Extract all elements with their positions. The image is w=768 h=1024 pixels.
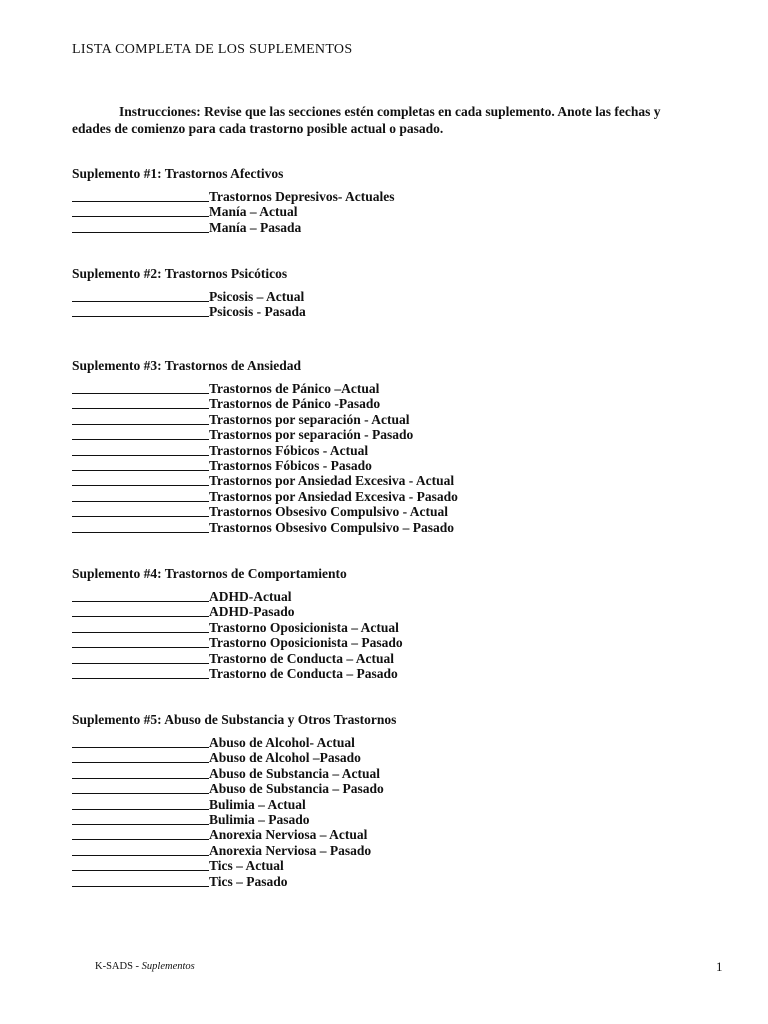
blank-line[interactable]	[72, 651, 209, 664]
checklist-item	[72, 589, 712, 604]
checklist-item	[72, 304, 712, 319]
checklist-item	[72, 750, 712, 765]
blank-line[interactable]	[72, 766, 209, 779]
checklist-item	[72, 520, 712, 535]
blank-line[interactable]	[72, 874, 209, 887]
checklist-item	[72, 666, 712, 681]
item-label: Trastornos Fóbicos - Pasado	[209, 457, 372, 473]
blank-line[interactable]	[72, 781, 209, 794]
blank-line[interactable]	[72, 797, 209, 810]
checklist-item	[72, 781, 712, 796]
blank-line[interactable]	[72, 489, 209, 502]
item-label: Trastornos por separación - Pasado	[209, 427, 414, 443]
document-title: LISTA COMPLETA DE LOS SUPLEMENTOS	[72, 42, 353, 57]
blank-line[interactable]	[72, 620, 209, 633]
item-label: Trastornos por Ansiedad Excesiva - Pasado	[209, 488, 458, 504]
checklist-item	[72, 604, 712, 619]
checklist-item	[72, 766, 712, 781]
checklist-item	[72, 812, 712, 827]
blank-line[interactable]	[72, 381, 209, 394]
checklist-item	[72, 427, 712, 442]
checklist-item	[72, 458, 712, 473]
supplement-section-4	[72, 566, 712, 681]
blank-line[interactable]	[72, 304, 209, 317]
item-label: Trastornos de Pánico –Actual	[209, 381, 380, 396]
item-label: Trastorno de Conducta – Actual	[209, 650, 395, 666]
section-heading: Suplemento #2: Trastornos Psicóticos	[72, 266, 288, 281]
blank-line[interactable]	[72, 827, 209, 840]
blank-line[interactable]	[72, 412, 209, 425]
item-label: Abuso de Substancia – Pasado	[209, 781, 384, 797]
item-label: Trastornos por separación - Actual	[209, 411, 410, 427]
checklist-item	[72, 620, 712, 635]
checklist-item	[72, 843, 712, 858]
item-label: Psicosis - Pasada	[209, 304, 306, 320]
item-label: Bulimia – Actual	[209, 796, 306, 812]
checklist-item	[72, 443, 712, 458]
checklist-item	[72, 381, 712, 396]
checklist-item	[72, 858, 712, 873]
footer-prefix: K-SADS -	[95, 961, 142, 972]
item-label: Trastornos Depresivos- Actuales	[209, 189, 395, 204]
checklist-item	[72, 651, 712, 666]
blank-line[interactable]	[72, 220, 209, 233]
blank-line[interactable]	[72, 735, 209, 748]
checklist-item	[72, 635, 712, 650]
checklist-item	[72, 489, 712, 504]
blank-line[interactable]	[72, 635, 209, 648]
supplement-section-1	[72, 166, 712, 235]
checklist-item	[72, 473, 712, 488]
item-label: Trastornos Fóbicos - Actual	[209, 442, 369, 458]
blank-line[interactable]	[72, 843, 209, 856]
section-heading: Suplemento #3: Trastornos de Ansiedad	[72, 358, 302, 373]
item-label: Manía – Pasada	[209, 219, 302, 235]
checklist-item	[72, 189, 712, 204]
blank-line[interactable]	[72, 858, 209, 871]
footer-italic: Suplementos	[141, 961, 195, 972]
blank-line[interactable]	[72, 750, 209, 763]
blank-line[interactable]	[72, 189, 209, 202]
section-heading: Suplemento #4: Trastornos de Comportamiento	[72, 566, 347, 581]
checklist-item	[72, 827, 712, 842]
page-number: 1	[716, 959, 723, 974]
checklist-item	[72, 289, 712, 304]
blank-line[interactable]	[72, 473, 209, 486]
item-label: Abuso de Alcohol –Pasado	[209, 750, 361, 766]
blank-line[interactable]	[72, 427, 209, 440]
item-label: Tics – Pasado	[209, 873, 288, 889]
checklist-item	[72, 504, 712, 519]
item-label: Trastorno Oposicionista – Actual	[209, 619, 399, 635]
blank-line[interactable]	[72, 396, 209, 409]
item-label: Trastornos Obsesivo Compulsivo - Actual	[209, 504, 449, 520]
item-label: Bulimia – Pasado	[209, 811, 310, 827]
checklist-item	[72, 874, 712, 889]
blank-line[interactable]	[72, 604, 209, 617]
item-label: Trastorno de Conducta – Pasado	[209, 665, 398, 681]
item-label: ADHD-Actual	[209, 589, 292, 604]
checklist-item	[72, 396, 712, 411]
blank-line[interactable]	[72, 520, 209, 533]
item-label: Trastornos de Pánico -Pasado	[209, 396, 381, 412]
section-heading: Suplemento #5: Abuso de Substancia y Otros Trastornos	[72, 712, 397, 727]
item-label: Abuso de Alcohol- Actual	[209, 735, 355, 750]
blank-line[interactable]	[72, 504, 209, 517]
section-heading: Suplemento #1: Trastornos Afectivos	[72, 166, 284, 181]
checklist-item	[72, 797, 712, 812]
checklist-item	[72, 735, 712, 750]
item-label: ADHD-Pasado	[209, 604, 295, 620]
blank-line[interactable]	[72, 458, 209, 471]
item-label: Manía – Actual	[209, 204, 298, 220]
blank-line[interactable]	[72, 204, 209, 217]
item-label: Trastorno Oposicionista – Pasado	[209, 635, 403, 651]
instructions-paragraph: Instrucciones: Revise que las secciones estén completas en cada suplemento. Anote las fechas y edades de comienzo para cada trastorno posible actual o pasado.	[72, 104, 661, 136]
item-label: Trastornos por Ansiedad Excesiva - Actual	[209, 473, 455, 489]
item-label: Abuso de Substancia – Actual	[209, 765, 381, 781]
checklist-item	[72, 204, 712, 219]
checklist-item	[72, 412, 712, 427]
supplement-section-5	[72, 712, 712, 889]
item-label: Tics – Actual	[209, 858, 284, 874]
item-label: Anorexia Nerviosa – Actual	[209, 827, 368, 843]
footer-label	[95, 961, 195, 972]
checklist-item	[72, 220, 712, 235]
supplement-section-3	[72, 358, 712, 535]
blank-line[interactable]	[72, 289, 209, 302]
item-label: Psicosis – Actual	[209, 289, 305, 304]
item-label: Anorexia Nerviosa – Pasado	[209, 842, 372, 858]
blank-line[interactable]	[72, 666, 209, 679]
blank-line[interactable]	[72, 589, 209, 602]
blank-line[interactable]	[72, 443, 209, 456]
supplement-section-2	[72, 266, 712, 320]
blank-line[interactable]	[72, 812, 209, 825]
item-label: Trastornos Obsesivo Compulsivo – Pasado	[209, 519, 455, 535]
